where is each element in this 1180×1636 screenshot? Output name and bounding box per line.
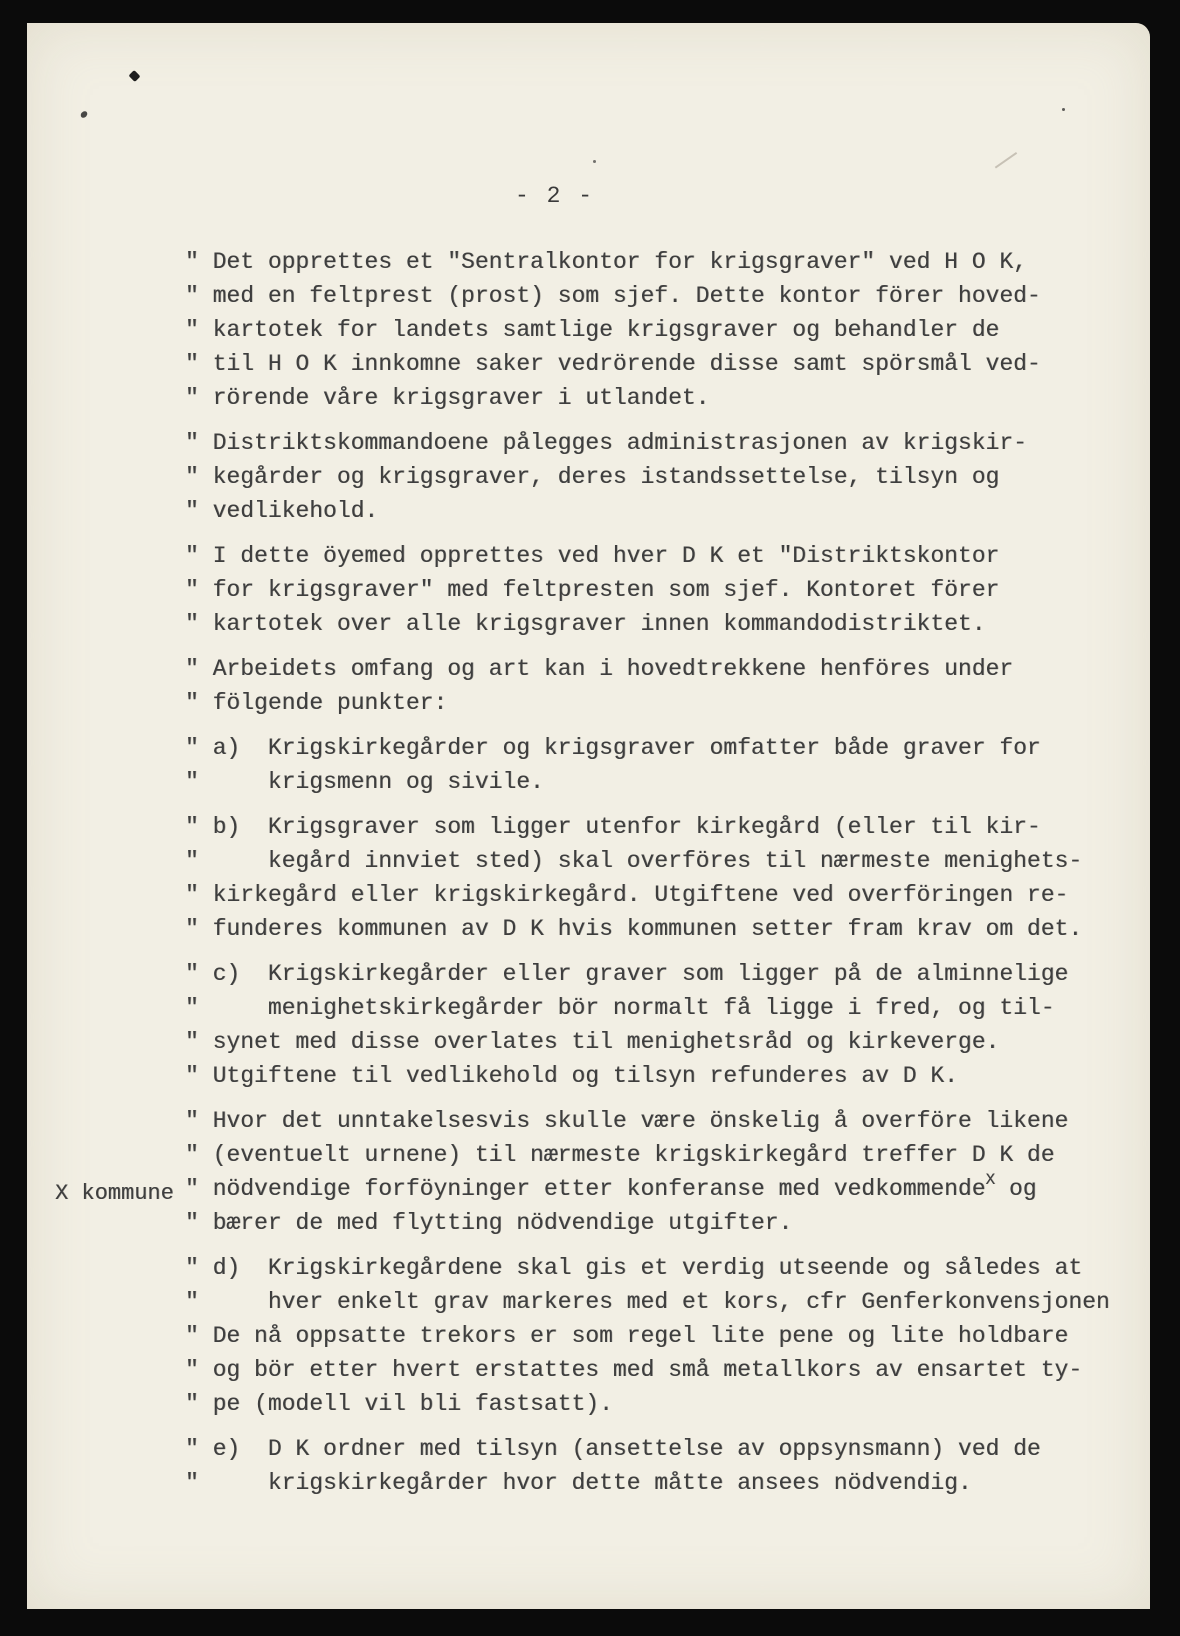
text-line: " for krigsgraver" med feltpresten som sjef. Kontoret förer <box>185 577 1000 603</box>
text-line: " De nå oppsatte trekors er som regel lite pene og lite holdbare <box>185 1323 1069 1349</box>
text-line: " a) Krigskirkegårder og krigsgraver omfatter både graver for <box>185 735 1041 761</box>
ink-speck <box>128 70 140 82</box>
text-line: " c) Krigskirkegårder eller graver som ligger på de alminnelige <box>185 961 1069 987</box>
text-line: " (eventuelt urnene) til nærmeste krigskirkegård treffer D K de <box>185 1142 1055 1168</box>
text-line: " til H O K innkomne saker vedrörende disse samt spörsmål ved- <box>185 351 1041 377</box>
text-line: " e) D K ordner med tilsyn (ansettelse av oppsynsmann) ved de <box>185 1436 1041 1462</box>
paragraph <box>185 426 1145 528</box>
text-line: " I dette öyemed opprettes ved hver D K et "Distriktskontor <box>185 543 1000 569</box>
pencil-smudge <box>995 152 1025 180</box>
paragraph <box>185 245 1145 415</box>
paragraph <box>185 957 1145 1093</box>
text-line: " vedlikehold. <box>185 498 379 524</box>
ink-speck <box>1062 108 1065 111</box>
text-line: " kegårder og krigsgraver, deres istandssettelse, tilsyn og <box>185 464 1000 490</box>
text-line: " d) Krigskirkegårdene skal gis et verdig utseende og således at <box>185 1255 1083 1281</box>
paragraph <box>185 539 1145 641</box>
paragraph <box>185 731 1145 799</box>
paragraph <box>185 1251 1145 1421</box>
paragraph <box>185 810 1145 946</box>
text-line: " fölgende punkter: <box>185 690 448 716</box>
document-body <box>55 245 1145 1511</box>
text-line: " kegård innviet sted) skal overföres til nærmeste menighets- <box>185 848 1083 874</box>
line-text: og <box>995 1176 1037 1202</box>
text-line: " synet med disse overlates til menighetsråd og kirkeverge. <box>185 1029 1000 1055</box>
paragraph <box>185 1432 1145 1500</box>
text-line: " Utgiftene til vedlikehold og tilsyn refunderes av D K. <box>185 1063 958 1089</box>
text-line: " krigsmenn og sivile. <box>185 769 544 795</box>
text-line: " Det opprettes et "Sentralkontor for krigsgraver" ved H O K, <box>185 249 1027 275</box>
document-page <box>27 23 1150 1609</box>
paragraph <box>55 1104 1145 1240</box>
text-line: " og bör etter hvert erstattes med små metallkors av ensartet ty- <box>185 1357 1083 1383</box>
text-line: " Arbeidets omfang og art kan i hovedtrekkene henföres under <box>185 656 1014 682</box>
ink-speck <box>593 160 596 163</box>
text-line: " bærer de med flytting nödvendige utgifter. <box>185 1210 793 1236</box>
text-line: " kartotek over alle krigsgraver innen kommandodistriktet. <box>185 611 986 637</box>
line-text: " nödvendige forföyninger etter konferanse med vedkommende <box>185 1176 986 1202</box>
paragraph <box>185 652 1145 720</box>
text-line: " med en feltprest (prost) som sjef. Dette kontor förer hoved- <box>185 283 1041 309</box>
text-line: " b) Krigsgraver som ligger utenfor kirkegård (eller til kir- <box>185 814 1041 840</box>
text-line: " hver enkelt grav markeres med et kors, cfr Genferkonvensjonen <box>185 1289 1110 1315</box>
text-line: " kirkegård eller krigskirkegård. Utgiftene ved overföringen re- <box>185 882 1069 908</box>
text-line: " Hvor det unntakelsesvis skulle være önskelig å overföre likene <box>185 1108 1069 1134</box>
page-number: - 2 - <box>515 183 595 209</box>
text-line: " pe (modell vil bli fastsatt). <box>185 1391 613 1417</box>
margin-annotation: X kommune <box>55 1181 174 1206</box>
text-line: " menighetskirkegårder bör normalt få ligge i fred, og til- <box>185 995 1055 1021</box>
text-line: " krigskirkegårder hvor dette måtte ansees nödvendig. <box>185 1470 972 1496</box>
ink-speck <box>80 110 88 119</box>
text-line: " kartotek for landets samtlige krigsgraver og behandler de <box>185 317 1000 343</box>
superscript-reference: X <box>985 1171 996 1190</box>
text-line: " Distriktskommandoene pålegges administrasjonen av krigskir- <box>185 430 1027 456</box>
text-line: " funderes kommunen av D K hvis kommunen setter fram krav om det. <box>185 916 1083 942</box>
text-line <box>55 1171 1145 1206</box>
text-line: " rörende våre krigsgraver i utlandet. <box>185 385 710 411</box>
